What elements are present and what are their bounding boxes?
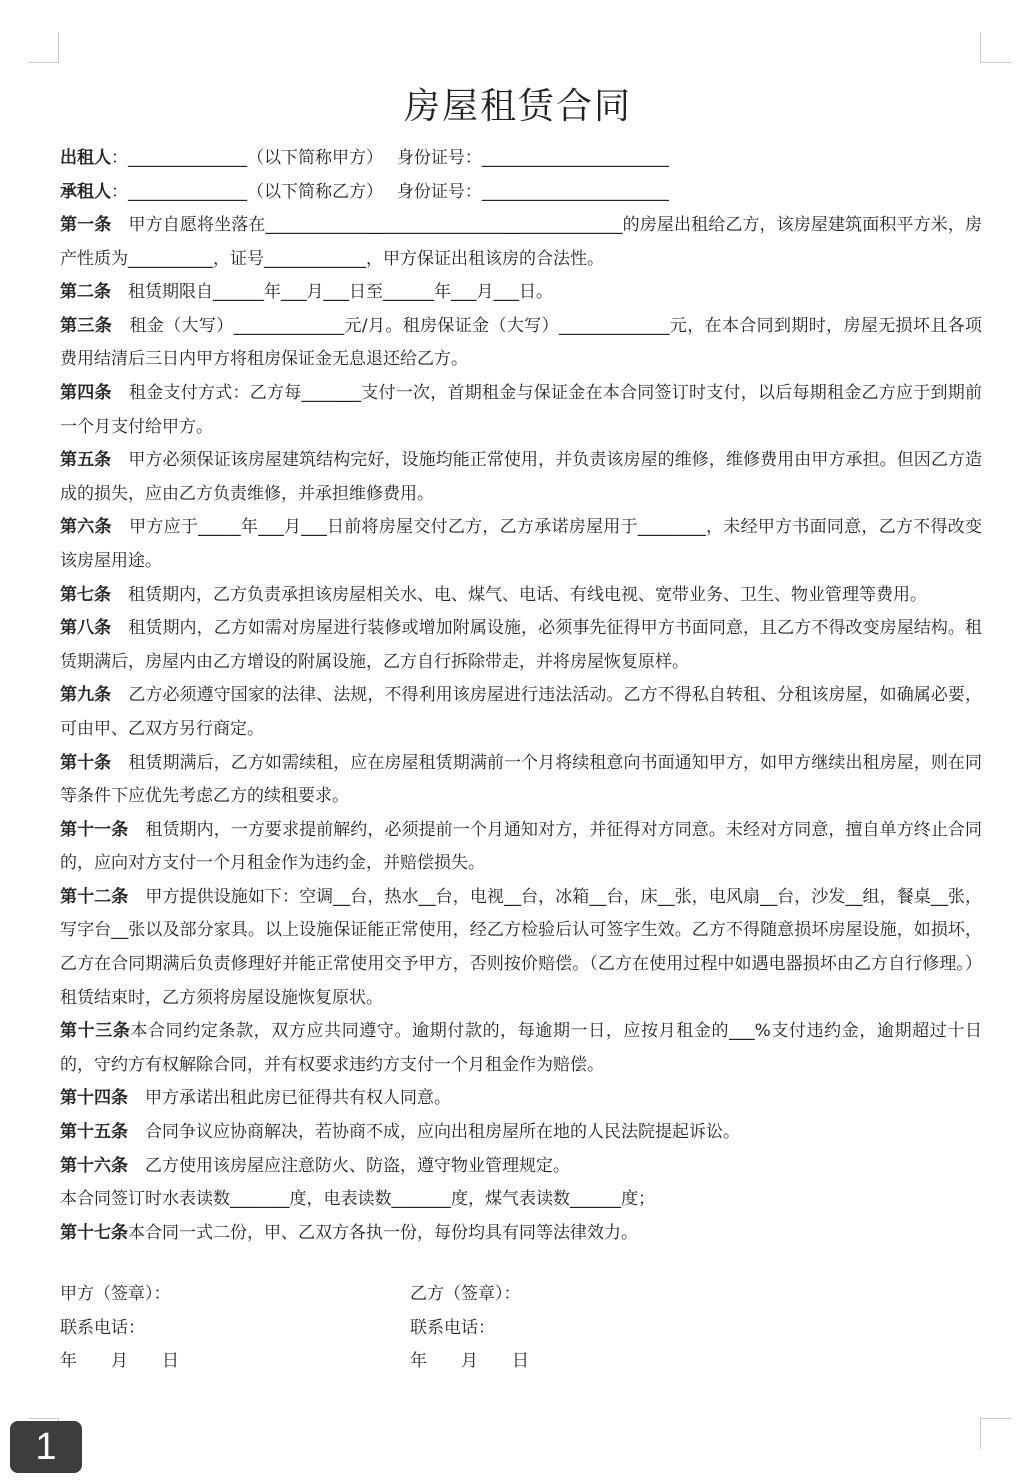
clause-9: [60, 679, 982, 746]
clause-17: [60, 1217, 982, 1251]
signature-block: [60, 1278, 760, 1379]
clause-label: 第十三条: [60, 1021, 131, 1042]
clause-4: [60, 377, 982, 444]
clause-text: 乙方必须遵守国家的法律、法规，不得利用该房屋进行违法活动。乙方不得私自转租、分租该房屋，如确属必要，可由甲、乙双方另行商定。: [60, 685, 983, 739]
clause-text: 本合同签订时水表读数_______度，电表读数_______度，煤气表读数______度；: [60, 1189, 655, 1210]
clause-label: 第十二条: [60, 886, 129, 907]
party-a-seal: 甲方（签章）：: [60, 1284, 171, 1304]
clause-label: 第十条: [60, 752, 112, 773]
clause-label: 第十七条: [60, 1222, 128, 1243]
clause-text: 甲方承诺出租此房已征得共有权人同意。: [145, 1088, 451, 1109]
party-line-lessee: [60, 175, 982, 209]
contract-body: [60, 141, 982, 1250]
clause-text: 租金支付方式：乙方每_______支付一次，首期租金与保证金在本合同签订时支付，以后每期租金乙方应于到期前一个月支付给甲方。: [60, 382, 982, 437]
document-title: 房屋租赁合同: [403, 86, 632, 127]
clause-14: [60, 1082, 982, 1116]
clause-5: [60, 444, 982, 511]
clause-text: 租金（大写）_____________元/月。租房保证金（大写）_____________元，在本合同到期时，房屋无损坏且各项费用结清后三日内甲方将租房保证金无息退还给乙方。: [60, 315, 983, 370]
clause-label: 第五条: [60, 450, 112, 471]
clause-text: 甲方应于_____年___月___日前将房屋交付乙方，乙方承诺房屋用于________，未经甲方书面同意，乙方不得改变该房屋用途。: [60, 517, 983, 571]
clause-label: 第三条: [60, 315, 113, 336]
clause-label: 第十五条: [60, 1122, 128, 1143]
clause-text: 乙方使用该房屋应注意防火、防盗，遵守物业管理规定。: [145, 1155, 570, 1176]
clause-8: [60, 612, 982, 679]
page-corner-mark: [28, 32, 59, 63]
clause-label: 第十一条: [60, 819, 129, 840]
page-corner-mark: [980, 1418, 1011, 1449]
clause-text: 甲方自愿将坐落在__________________________________________的房屋出租给乙方，该房屋建筑面积平方米，房产性质为__________，证号____________，甲方保证出租该房的合法性。: [60, 215, 983, 269]
clause-text: 租赁期内，乙方如需对房屋进行装修或增加附属设施，必须事先征得甲方书面同意，且乙方不得改变房屋结构。租赁期满后，房屋内由乙方增设的附属设施，乙方自行拆除带走，并将房屋恢复原样。: [60, 618, 983, 672]
party-a-date: 年 月 日: [60, 1351, 179, 1371]
clause-6: [60, 511, 982, 578]
party-a-phone: 联系电话：: [60, 1317, 145, 1338]
party-b-date: 年 月 日: [410, 1351, 529, 1371]
clause-label: 第八条: [60, 618, 112, 639]
clause-label: 第七条: [60, 584, 111, 605]
clause-label: 第十四条: [60, 1088, 128, 1109]
clause-text: 租赁期满后，乙方如需续租，应在房屋租赁期满前一个月将续租意向书面通知甲方，如甲方继续出租房屋，则在同等条件下应优先考虑乙方的续租要求。: [60, 752, 983, 807]
clause-label: 第九条: [60, 685, 112, 706]
clause-text: 本合同一式二份，甲、乙双方各执一份，每份均具有同等法律效力。: [128, 1222, 638, 1243]
clause-label: 第十六条: [60, 1155, 128, 1176]
clause-1: [60, 209, 982, 276]
page-number-badge[interactable]: 1: [10, 1421, 82, 1473]
clause-text: 本合同约定条款，双方应共同遵守。逾期付款的，每逾期一日，应按月租金的___%支付违约金，逾期超过十日的，守约方有权解除合同，并有权要求违约方支付一个月租金作为赔偿。: [60, 1021, 983, 1075]
clause-text: 甲方提供设施如下：空调__台，热水__台，电视__台，冰箱__台，床__张，电风扇__台，沙发__组，餐桌__张，写字台__张以及部分家具。以上设施保证能正常使用，经乙方检验后认可签字生效。乙方不得随意损坏房屋设施，如损坏，乙方在合同期满后负责修理好并能正常使用交予甲方，否则按价赔偿。（乙方在使用过程中如遇电器损坏由乙方自行修理。）租赁结束时，乙方须将房屋设施恢复原状。: [60, 886, 983, 1008]
party-label: 出租人: [60, 148, 111, 168]
clause-3: [60, 310, 982, 377]
clause-7: [60, 579, 982, 613]
party-b-seal: 乙方（签章）：: [410, 1284, 521, 1304]
clause-text: 租赁期内，一方要求提前解约，必须提前一个月通知对方，并征得对方同意。未经对方同意，擅自单方终止合同的，应向对方支付一个月租金作为违约金，并赔偿损失。: [60, 819, 983, 874]
clause-12: [60, 881, 982, 1015]
signature-seal-row: [60, 1278, 760, 1312]
clause-16: [60, 1150, 982, 1184]
clause-text: 甲方必须保证该房屋建筑结构完好，设施均能正常使用，并负责该房屋的维修，维修费用由甲方承担。但因乙方造成的损失，应由乙方负责维修，并承担维修费用。: [60, 450, 983, 504]
party-text: ：______________（以下简称甲方） 身份证号：______________________: [111, 148, 669, 168]
clause-13: [60, 1015, 982, 1082]
meter-reading-line: [60, 1183, 982, 1217]
party-label: 承租人: [60, 182, 111, 202]
clause-label: 第二条: [60, 282, 111, 303]
clause-text: 合同争议应协商解决，若协商不成，应向出租房屋所在地的人民法院提起诉讼。: [145, 1122, 740, 1143]
clause-label: 第一条: [60, 215, 112, 235]
party-line-lessor: [60, 141, 982, 175]
party-text: ：______________（以下简称乙方） 身份证号：______________________: [111, 182, 669, 202]
clause-11: [60, 814, 982, 881]
page-corner-mark: [980, 32, 1011, 63]
clause-text: 租赁期限自______年___月___日至______年___月___日。: [128, 282, 553, 303]
party-b-phone: 联系电话：: [410, 1317, 495, 1338]
clause-text: 租赁期内，乙方负责承担该房屋相关水、电、煤气、电话、有线电视、宽带业务、卫生、物业管理等费用。: [128, 584, 927, 605]
clause-15: [60, 1116, 982, 1150]
clause-2: [60, 276, 982, 310]
signature-date-row: [60, 1345, 760, 1379]
clause-label: 第六条: [60, 517, 112, 538]
signature-phone-row: [60, 1312, 760, 1346]
clause-10: [60, 747, 982, 814]
party-section: [60, 141, 982, 209]
clause-label: 第四条: [60, 382, 112, 403]
